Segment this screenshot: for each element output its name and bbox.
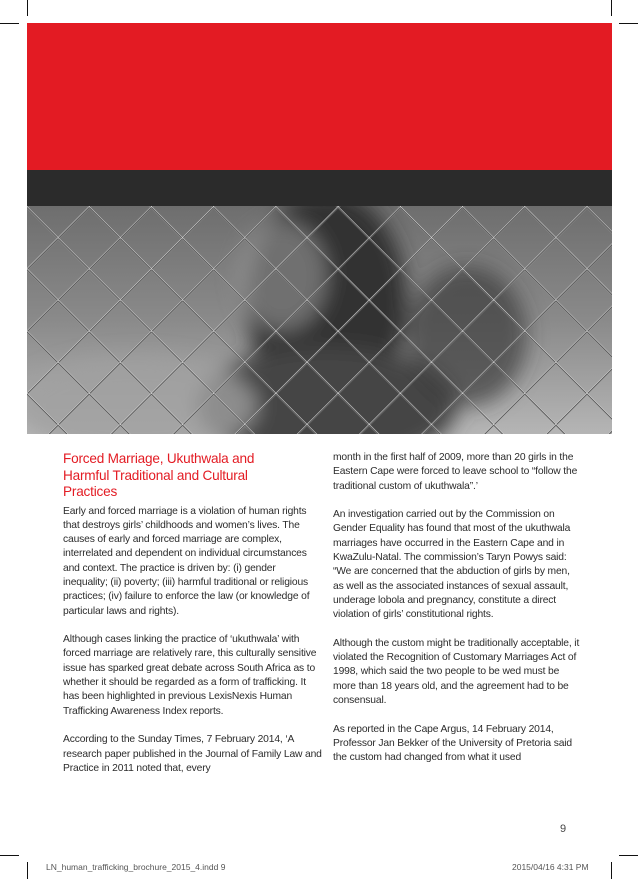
- paragraph: Although the custom might be traditionally acceptable, it violated the Recognition of Customary Marriages Act of 1998, which said the two people to be wed must be more than 18 years old, and the agreement had to be consensual.: [333, 637, 580, 707]
- crop-mark: [619, 855, 638, 856]
- paragraph: According to the Sunday Times, 7 February 2014, ‘A research paper published in the Journal of Family Law and Practice in 2011 noted that, every: [63, 734, 322, 774]
- crop-mark: [0, 23, 19, 24]
- slug-timestamp: 2015/04/16 4:31 PM: [512, 862, 589, 872]
- crop-mark: [619, 23, 638, 24]
- paragraph: Early and forced marriage is a violation of human rights that destroys girls’ childhoods and women’s lives. The causes of early and forced marriage are complex, interrelated and dependent on individual circumstances and context. The practice is driven by: (i) gender inequality; (ii) poverty; (iii) harmful traditional or religious practices; (iv) failure to enforce the law (or knowledge of particular laws and rights).: [63, 505, 310, 617]
- crop-mark: [27, 862, 28, 879]
- article-right-column: [333, 451, 581, 780]
- paragraph: An investigation carried out by the Commission on Gender Equality has found that most of the ukuthwala marriages have occurred in the Eastern Cape and in KwaZulu-Natal. The commission’s Taryn Powys said: “We are concerned that the abduction of girls by men, as well as the associated instances of sexual assault, underage lobola and pregnancy, constitute a direct violation of girls’ constitutional rights.: [333, 509, 571, 621]
- paragraph: As reported in the Cape Argus, 14 February 2014, Professor Jan Bekker of the University of Pretoria said the custom had changed from what it used: [333, 723, 572, 764]
- crop-mark: [611, 0, 612, 16]
- crop-mark: [0, 855, 19, 856]
- crop-mark: [27, 0, 28, 16]
- red-header-band: [27, 23, 612, 170]
- chain-link-fence-photo: [27, 206, 612, 434]
- article-heading: Forced Marriage, Ukuthwala and Harmful Traditional and Cultural Practices: [63, 451, 255, 499]
- paragraph: month in the first half of 2009, more than 20 girls in the Eastern Cape were forced to leave school to “follow the traditional custom of ukuthwala”.’: [333, 452, 578, 492]
- dark-header-strip: [27, 170, 612, 206]
- page-number: 9: [560, 823, 567, 835]
- slug-filename: LN_human_trafficking_brochure_2015_4.indd 9: [46, 862, 226, 872]
- article-left-column: [63, 451, 323, 790]
- crop-mark: [611, 862, 612, 879]
- paragraph: Although cases linking the practice of ‘ukuthwala’ with forced marriage are relatively rare, this culturally sensitive issue has sparked great debate across South Africa as to whether it should be regarded as a form of trafficking. It has been highlighted in previous LexisNexis Human Trafficking Awareness Index reports.: [63, 634, 317, 717]
